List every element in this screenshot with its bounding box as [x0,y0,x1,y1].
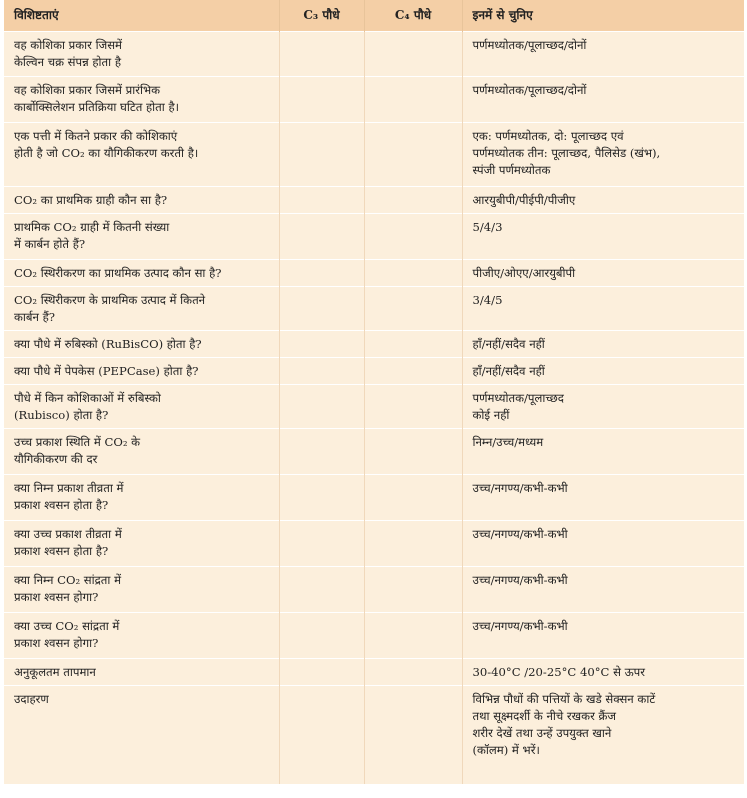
feature-cell: CO₂ स्थिरीकरण का प्राथमिक उत्पाद कौन सा है? [4,260,279,287]
header-features: विशिष्टताएं [4,0,279,32]
feature-cell: एक पत्ती में कितने प्रकार की कोशिकाएं होती है जो CO₂ का यौगिकीकरण करती है। [4,123,279,187]
table-row [4,358,744,385]
feature-cell: उदाहरण [4,686,279,784]
table-row [4,123,744,187]
c4-cell[interactable] [364,521,462,567]
header-choose-from: इनमें से चुनिए [462,0,744,32]
options-cell: 3/4/5 [462,287,744,331]
c4-cell[interactable] [364,123,462,187]
options-cell: पर्णमध्योतक/पूलाच्छद/दोनों [462,32,744,77]
c3-cell[interactable] [279,686,364,784]
header-row [4,0,744,32]
c4-cell[interactable] [364,613,462,659]
table-row [4,567,744,613]
c3-cell[interactable] [279,385,364,429]
options-cell: 30-40°C /20-25°C 40°C से ऊपर [462,659,744,686]
c4-cell[interactable] [364,331,462,358]
c3-cell[interactable] [279,187,364,214]
options-cell: पर्णमध्योतक/पूलाच्छद/दोनों [462,77,744,123]
feature-cell: क्या निम्न CO₂ सांद्रता में प्रकाश श्वसन होगा? [4,567,279,613]
c3-cell[interactable] [279,123,364,187]
table-row [4,187,744,214]
options-cell: हाँ/नहीं/सदैव नहीं [462,331,744,358]
feature-cell: क्या पौधे में रुबिस्को (RuBisCO) होता है? [4,331,279,358]
feature-cell: CO₂ का प्राथमिक ग्राही कौन सा है? [4,187,279,214]
table-row [4,475,744,521]
c3-cell[interactable] [279,260,364,287]
table-row [4,686,744,784]
header-c4-plants: C₄ पौधे [364,0,462,32]
c4-cell[interactable] [364,287,462,331]
options-cell: उच्च/नगण्य/कभी-कभी [462,521,744,567]
c3-cell[interactable] [279,659,364,686]
options-cell: निम्न/उच्च/मध्यम [462,429,744,475]
options-cell: पर्णमध्योतक/पूलाच्छद कोई नहीं [462,385,744,429]
table-row [4,287,744,331]
feature-cell: उच्च प्रकाश स्थिति में CO₂ के यौगिकीकरण की दर [4,429,279,475]
c3-c4-comparison-table [4,0,744,784]
c4-cell[interactable] [364,475,462,521]
options-cell: आरयुबीपी/पीईपी/पीजीए [462,187,744,214]
options-cell: पीजीए/ओएए/आरयुबीपी [462,260,744,287]
c4-cell[interactable] [364,567,462,613]
c4-cell[interactable] [364,32,462,77]
feature-cell: अनुकूलतम तापमान [4,659,279,686]
c4-cell[interactable] [364,214,462,260]
feature-cell: क्या निम्न प्रकाश तीव्रता में प्रकाश श्वसन होता है? [4,475,279,521]
feature-cell: CO₂ स्थिरीकरण के प्राथमिक उत्पाद में कितने कार्बन हैं? [4,287,279,331]
c3-cell[interactable] [279,214,364,260]
feature-cell: पौधे में किन कोशिकाओं में रुबिस्को (Rubisco) होता है? [4,385,279,429]
table-row [4,429,744,475]
table-row [4,385,744,429]
table-row [4,32,744,77]
c4-cell[interactable] [364,358,462,385]
feature-cell: प्राथमिक CO₂ ग्राही में कितनी संख्या में कार्बन होते हैं? [4,214,279,260]
c4-cell[interactable] [364,260,462,287]
c4-cell[interactable] [364,385,462,429]
c4-cell[interactable] [364,659,462,686]
c4-cell[interactable] [364,429,462,475]
options-cell: उच्च/नगण्य/कभी-कभी [462,475,744,521]
c4-cell[interactable] [364,77,462,123]
table-row [4,260,744,287]
c3-cell[interactable] [279,77,364,123]
c3-cell[interactable] [279,521,364,567]
feature-cell: वह कोशिका प्रकार जिसमें प्रारंभिक कार्बोक्सिलेशन प्रतिक्रिया घटित होता है। [4,77,279,123]
options-cell: विभिन्न पौधों की पत्तियों के खडे सेक्सन काटें तथा सूक्ष्मदर्शी के नीचे रखकर क्रैंज शरीर देखें तथा उन्हें उपयुक्त खाने (कॉलम) में भरें। [462,686,744,784]
c3-cell[interactable] [279,287,364,331]
table-body [4,32,744,784]
options-cell: एक: पर्णमध्योतक, दो: पूलाच्छद एवं पर्णमध्योतक तीन: पूलाच्छद, पैलिसेड (खंभ), स्पंजी पर्णमध्योतक [462,123,744,187]
header-c3-plants: C₃ पौधे [279,0,364,32]
comparison-table-container [4,0,744,784]
table-row [4,214,744,260]
table-header [4,0,744,32]
feature-cell: क्या पौधे में पेपकेस (PEPCase) होता है? [4,358,279,385]
feature-cell: वह कोशिका प्रकार जिसमें केल्विन चक्र संपन्न होता है [4,32,279,77]
options-cell: उच्च/नगण्य/कभी-कभी [462,567,744,613]
c3-cell[interactable] [279,429,364,475]
table-row [4,659,744,686]
table-row [4,613,744,659]
options-cell: उच्च/नगण्य/कभी-कभी [462,613,744,659]
table-row [4,521,744,567]
feature-cell: क्या उच्च प्रकाश तीव्रता में प्रकाश श्वसन होता है? [4,521,279,567]
c3-cell[interactable] [279,331,364,358]
c3-cell[interactable] [279,358,364,385]
c3-cell[interactable] [279,613,364,659]
c4-cell[interactable] [364,686,462,784]
table-row [4,77,744,123]
table-row [4,331,744,358]
options-cell: 5/4/3 [462,214,744,260]
options-cell: हाँ/नहीं/सदैव नहीं [462,358,744,385]
c4-cell[interactable] [364,187,462,214]
feature-cell: क्या उच्च CO₂ सांद्रता में प्रकाश श्वसन होगा? [4,613,279,659]
c3-cell[interactable] [279,32,364,77]
c3-cell[interactable] [279,475,364,521]
c3-cell[interactable] [279,567,364,613]
